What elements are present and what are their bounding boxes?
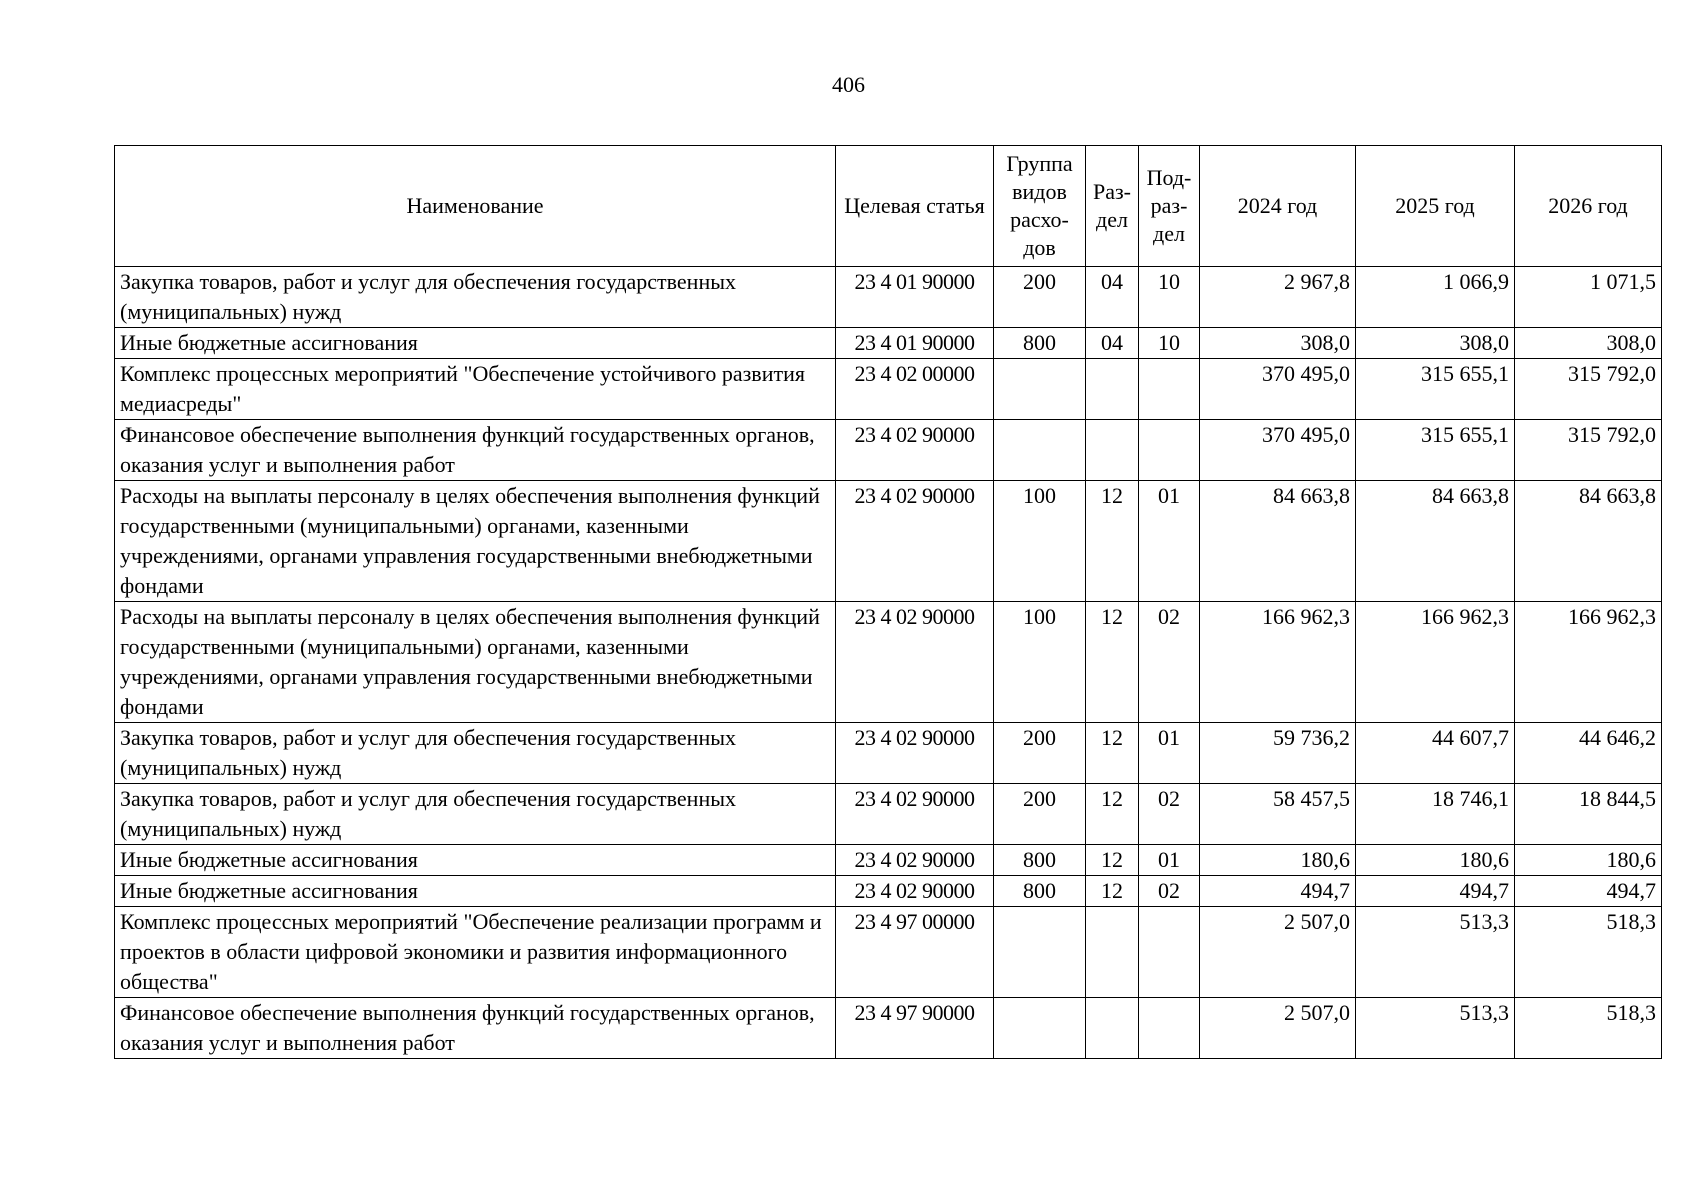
header-expense-group: Группа видов расхо-дов	[994, 146, 1086, 267]
cell-2026: 315 792,0	[1515, 420, 1662, 481]
cell-section	[1086, 359, 1139, 420]
cell-subsection	[1139, 420, 1200, 481]
cell-target-article: 23 4 01 90000	[836, 267, 994, 328]
cell-target-article: 23 4 02 90000	[836, 876, 994, 907]
budget-table	[114, 145, 1662, 1059]
cell-2026: 44 646,2	[1515, 723, 1662, 784]
cell-name: Закупка товаров, работ и услуг для обеспечения государственных (муниципальных) нужд	[115, 784, 836, 845]
header-2024: 2024 год	[1200, 146, 1356, 267]
cell-subsection: 01	[1139, 723, 1200, 784]
cell-2024: 180,6	[1200, 845, 1356, 876]
cell-target-article: 23 4 02 90000	[836, 723, 994, 784]
cell-2025: 513,3	[1356, 907, 1515, 998]
table-row	[115, 602, 1662, 723]
cell-expense-group	[994, 420, 1086, 481]
table-header-row	[115, 146, 1662, 267]
cell-expense-group	[994, 907, 1086, 998]
cell-name: Закупка товаров, работ и услуг для обеспечения государственных (муниципальных) нужд	[115, 723, 836, 784]
cell-2025: 180,6	[1356, 845, 1515, 876]
table-row	[115, 907, 1662, 998]
table-row	[115, 420, 1662, 481]
cell-section	[1086, 998, 1139, 1059]
table-body	[115, 267, 1662, 1059]
cell-subsection: 01	[1139, 845, 1200, 876]
cell-expense-group	[994, 998, 1086, 1059]
cell-target-article: 23 4 01 90000	[836, 328, 994, 359]
cell-section: 04	[1086, 328, 1139, 359]
table-row	[115, 481, 1662, 602]
cell-2024: 58 457,5	[1200, 784, 1356, 845]
cell-2026: 518,3	[1515, 907, 1662, 998]
cell-2026: 315 792,0	[1515, 359, 1662, 420]
cell-name: Иные бюджетные ассигнования	[115, 845, 836, 876]
cell-section	[1086, 907, 1139, 998]
cell-2024: 2 507,0	[1200, 998, 1356, 1059]
cell-2025: 308,0	[1356, 328, 1515, 359]
cell-2025: 44 607,7	[1356, 723, 1515, 784]
cell-target-article: 23 4 02 90000	[836, 602, 994, 723]
table-row	[115, 723, 1662, 784]
table-row	[115, 876, 1662, 907]
cell-2024: 84 663,8	[1200, 481, 1356, 602]
cell-section: 12	[1086, 784, 1139, 845]
cell-section: 12	[1086, 876, 1139, 907]
cell-section: 04	[1086, 267, 1139, 328]
cell-target-article: 23 4 02 90000	[836, 784, 994, 845]
cell-2024: 370 495,0	[1200, 359, 1356, 420]
cell-2025: 315 655,1	[1356, 420, 1515, 481]
cell-2026: 166 962,3	[1515, 602, 1662, 723]
table-row	[115, 845, 1662, 876]
cell-subsection: 01	[1139, 481, 1200, 602]
cell-2026: 308,0	[1515, 328, 1662, 359]
cell-expense-group: 200	[994, 723, 1086, 784]
cell-subsection: 10	[1139, 267, 1200, 328]
cell-name: Комплекс процессных мероприятий "Обеспечение реализации программ и проектов в области цифровой экономики и развития информационного общества"	[115, 907, 836, 998]
cell-2024: 59 736,2	[1200, 723, 1356, 784]
header-2026: 2026 год	[1515, 146, 1662, 267]
cell-section: 12	[1086, 602, 1139, 723]
cell-2025: 494,7	[1356, 876, 1515, 907]
header-section: Раз-дел	[1086, 146, 1139, 267]
cell-name: Иные бюджетные ассигнования	[115, 328, 836, 359]
cell-2024: 308,0	[1200, 328, 1356, 359]
table-row	[115, 328, 1662, 359]
cell-expense-group: 800	[994, 876, 1086, 907]
cell-subsection	[1139, 998, 1200, 1059]
cell-subsection: 02	[1139, 602, 1200, 723]
cell-expense-group: 100	[994, 602, 1086, 723]
cell-name: Комплекс процессных мероприятий "Обеспечение устойчивого развития медиасреды"	[115, 359, 836, 420]
page-number: 406	[832, 72, 865, 97]
cell-target-article: 23 4 02 00000	[836, 359, 994, 420]
cell-expense-group	[994, 359, 1086, 420]
cell-2025: 1 066,9	[1356, 267, 1515, 328]
cell-name: Иные бюджетные ассигнования	[115, 876, 836, 907]
cell-name: Расходы на выплаты персоналу в целях обеспечения выполнения функций государственными (муниципальными) органами, казенными учреждениями, органами управления государственными внебюджетными фондами	[115, 602, 836, 723]
cell-name: Финансовое обеспечение выполнения функций государственных органов, оказания услуг и выполнения работ	[115, 420, 836, 481]
cell-2025: 18 746,1	[1356, 784, 1515, 845]
cell-target-article: 23 4 02 90000	[836, 845, 994, 876]
table-row	[115, 784, 1662, 845]
cell-2024: 494,7	[1200, 876, 1356, 907]
cell-section: 12	[1086, 481, 1139, 602]
cell-section: 12	[1086, 723, 1139, 784]
cell-2026: 18 844,5	[1515, 784, 1662, 845]
cell-subsection: 02	[1139, 784, 1200, 845]
cell-2025: 315 655,1	[1356, 359, 1515, 420]
header-name: Наименование	[115, 146, 836, 267]
cell-name: Расходы на выплаты персоналу в целях обеспечения выполнения функций государственными (муниципальными) органами, казенными учреждениями, органами управления государственными внебюджетными фондами	[115, 481, 836, 602]
cell-expense-group: 100	[994, 481, 1086, 602]
cell-2024: 166 962,3	[1200, 602, 1356, 723]
cell-2026: 1 071,5	[1515, 267, 1662, 328]
cell-expense-group: 200	[994, 267, 1086, 328]
table-row	[115, 998, 1662, 1059]
cell-section: 12	[1086, 845, 1139, 876]
cell-2025: 84 663,8	[1356, 481, 1515, 602]
cell-2026: 494,7	[1515, 876, 1662, 907]
cell-name: Закупка товаров, работ и услуг для обеспечения государственных (муниципальных) нужд	[115, 267, 836, 328]
header-subsection: Под-раз-дел	[1139, 146, 1200, 267]
cell-2026: 180,6	[1515, 845, 1662, 876]
cell-2025: 513,3	[1356, 998, 1515, 1059]
cell-target-article: 23 4 97 00000	[836, 907, 994, 998]
header-2025: 2025 год	[1356, 146, 1515, 267]
cell-subsection: 02	[1139, 876, 1200, 907]
cell-name: Финансовое обеспечение выполнения функций государственных органов, оказания услуг и выполнения работ	[115, 998, 836, 1059]
table-row	[115, 267, 1662, 328]
cell-2025: 166 962,3	[1356, 602, 1515, 723]
cell-2024: 2 967,8	[1200, 267, 1356, 328]
cell-target-article: 23 4 97 90000	[836, 998, 994, 1059]
cell-target-article: 23 4 02 90000	[836, 420, 994, 481]
cell-2026: 84 663,8	[1515, 481, 1662, 602]
cell-2024: 2 507,0	[1200, 907, 1356, 998]
header-target-article: Целевая статья	[836, 146, 994, 267]
cell-subsection	[1139, 907, 1200, 998]
cell-expense-group: 200	[994, 784, 1086, 845]
cell-expense-group: 800	[994, 845, 1086, 876]
cell-section	[1086, 420, 1139, 481]
cell-2026: 518,3	[1515, 998, 1662, 1059]
cell-expense-group: 800	[994, 328, 1086, 359]
cell-subsection	[1139, 359, 1200, 420]
cell-target-article: 23 4 02 90000	[836, 481, 994, 602]
cell-subsection: 10	[1139, 328, 1200, 359]
table-row	[115, 359, 1662, 420]
cell-2024: 370 495,0	[1200, 420, 1356, 481]
